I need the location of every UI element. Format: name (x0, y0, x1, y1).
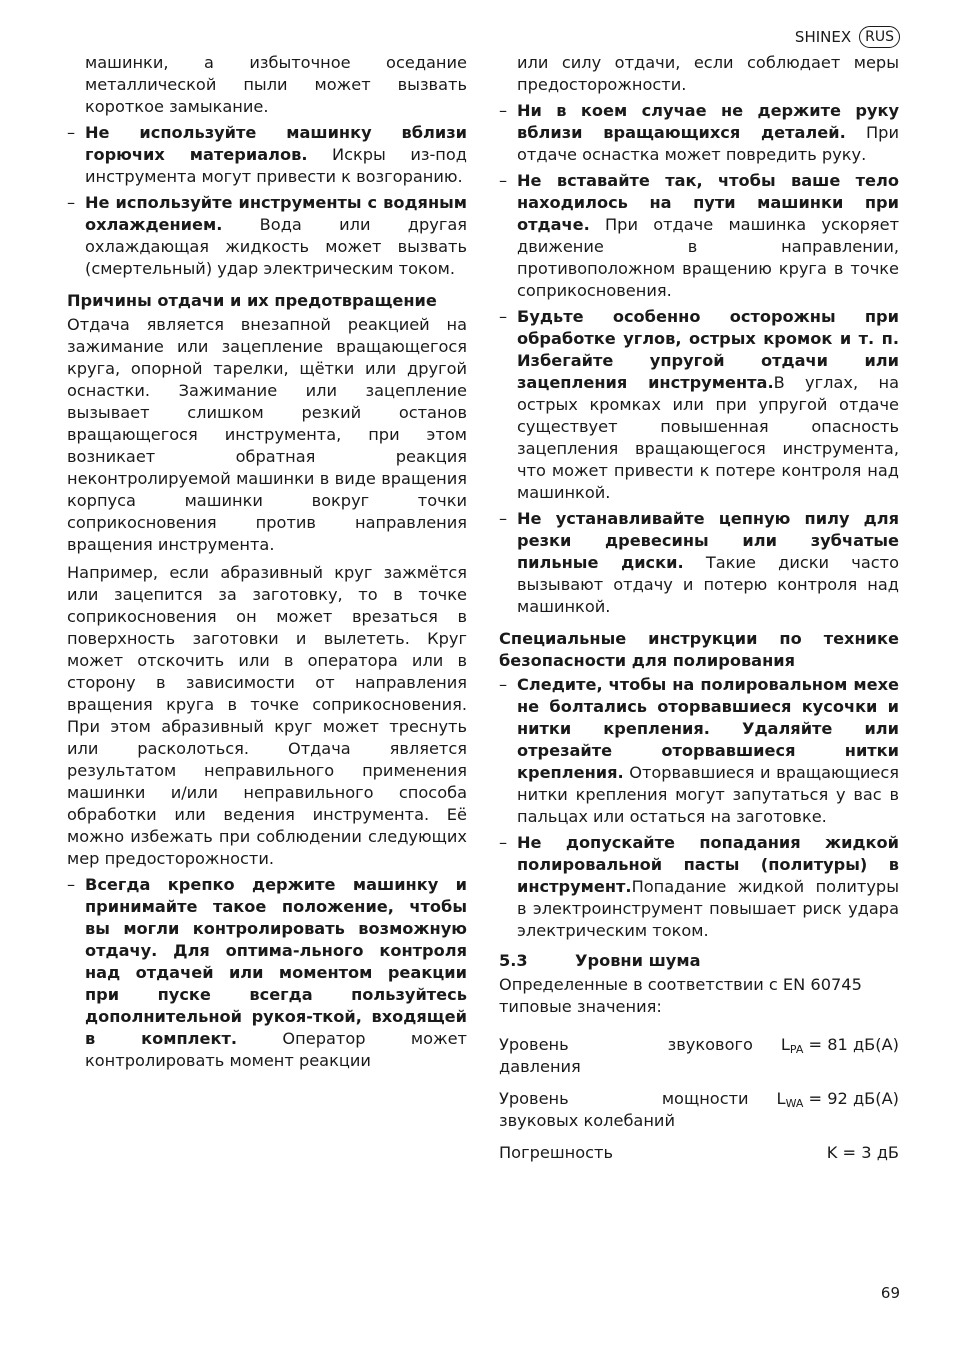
continued-text: или силу отдачи, если соблюдает меры предосторожности. (517, 53, 899, 94)
item-text: При отдаче машинка ускоряет движение в направлении, противоположном вращению круга в точке соприкосновения. (517, 215, 899, 300)
dash-bullet: – (499, 833, 508, 852)
item-bold: Не устанавливайте цепную пилу для резки древесины или зубчатые пильные диски. (517, 509, 899, 572)
list-item (499, 306, 899, 504)
item-bold: Не допускайте попадания жидкой полировальной пасты (политуры) в инструмент. (517, 833, 899, 896)
spec-label-cont: давления (499, 1057, 581, 1076)
dash-bullet: – (67, 123, 76, 142)
brand-name: SHINEX (794, 28, 852, 46)
item-text: Оторвавшиеся и вращающиеся нитки крепления могут запутаться у вас в пальцах или остаться на заготовке. (517, 763, 899, 826)
spec-label: Погрешность (499, 1143, 613, 1162)
language-badge: RUS (859, 26, 900, 48)
section-title: Уровни шума (575, 951, 701, 970)
paragraph: Определенные в соответствии с EN 60745 типовые значения: (499, 975, 862, 1016)
spec-value: K = 3 дБ (826, 1143, 899, 1162)
spec-value: $L_{WA} = 92$ дБ(A) (776, 1089, 899, 1110)
item-bold: Не вставайте так, чтобы ваше тело находилось на пути машинки при отдаче. (517, 171, 899, 234)
paragraph: Например, если абразивный круг зажмётся или зацепится за заготовку, то в точке соприкосновения он может врезаться в поверхность заготовки и вылететь. Круг может отскочить или в оператора или в сторону в зависимости от направления вращения круга в точке соприкосновения. При этом абразивный круг может треснуть или расколоться. Отдача является результатом неправильного применения машинки и/или неправильного способа обработки или ведения инструмента. Её можно избежать при соблюдении следующих мер предосторожности. (67, 563, 467, 868)
page-number: 69 (880, 1284, 900, 1302)
list-item (67, 192, 467, 280)
dash-bullet: – (67, 875, 76, 894)
list-item (67, 122, 467, 188)
dash-bullet: – (499, 101, 508, 120)
item-text: Такие диски часто вызывают отдачу и потерю контроля над машинкой. (517, 553, 899, 616)
spec-label-cont: звуковых колебаний (499, 1111, 675, 1130)
page-header (795, 26, 900, 48)
dash-bullet: – (499, 675, 508, 694)
paragraph: Отдача является внезапной реакцией на зажимание или зацепление вращающегося круга, опорной тарелки, щётки или другой оснастки. Зажимание или зацепление вызывает слишком резкий останов вращающегося инструмента, при этом возникает обратная реакция неконтролируемой машинки в виде вращения корпуса машинки вокруг точки соприкосновения против направления вращения инструмента. (67, 315, 467, 554)
continued-text: машинки, а избыточное оседание металлической пыли может вызвать короткое замыкание. (85, 53, 467, 116)
item-bold: Будьте особенно осторожны при обработке углов, острых кромок и т. п. Избегайте упругой отдачи или зацепления инструмента. (517, 307, 899, 392)
item-text: При отдаче оснастка может повредить руку. (517, 123, 899, 164)
item-bold: Ни в коем случае не держите руку вблизи вращающихся деталей. (517, 101, 899, 142)
spec-value: $L_{PA} = 81$ дБ(A) (780, 1035, 899, 1056)
dash-bullet: – (67, 193, 76, 212)
left-column (67, 52, 467, 1076)
list-item (499, 100, 899, 166)
spec-row-power (499, 1088, 899, 1132)
list-item (499, 674, 899, 828)
dash-bullet: – (499, 307, 508, 326)
item-text: Вода или другая охлаждающая жидкость может вызвать (смертельный) удар электрическим током. (85, 215, 467, 278)
item-bold: Следите, чтобы на полировальном мехе не болтались оторвавшиеся кусочки и нитки крепления. Удаляйте или отрезайте оторвавшиеся нитки крепления. (517, 675, 899, 782)
section-number: 5.3 (499, 951, 528, 970)
spec-row-pressure (499, 1034, 899, 1078)
dash-bullet: – (499, 171, 508, 190)
item-text: Попадание жидкой политуры в электроинструмент повышает риск удара электрическим током. (517, 877, 899, 940)
item-text: В углах, на острых кромках или при упругой отдаче существует повышенная опасность зацепления вращающегося инструмента, что может привести к потере контроля над машинкой. (517, 373, 899, 502)
item-text: Оператор может контролировать момент реакции (85, 1029, 467, 1070)
list-item (499, 508, 899, 618)
spec-label: Уровень мощности (499, 1089, 749, 1108)
list-item (499, 832, 899, 942)
list-item (499, 170, 899, 302)
section-heading: Причины отдачи и их предотвращение (67, 291, 437, 310)
section-heading: Специальные инструкции по технике безопасности для полирования (499, 629, 899, 670)
spec-label: Уровень звукового (499, 1035, 753, 1054)
item-bold: Не используйте машинку вблизи горючих материалов. (85, 123, 467, 164)
dash-bullet: – (499, 509, 508, 528)
item-bold: Не используйте инструменты с водяным охлаждением. (85, 193, 467, 234)
spec-row-tolerance (499, 1142, 899, 1164)
item-bold: Всегда крепко держите машинку и принимайте такое положение, чтобы вы могли контролировать возможную отдачу. Для оптима-льного контроля над отдачей или моментом реакции при пуске всегда пользуйтесь дополнительной рукоя-ткой, входящей в комплект. (85, 875, 467, 1048)
section-heading-5-3 (499, 950, 899, 972)
item-text: Искры из-под инструмента могут привести к возгоранию. (85, 145, 467, 186)
list-item (67, 874, 467, 1072)
right-column (499, 52, 899, 1174)
